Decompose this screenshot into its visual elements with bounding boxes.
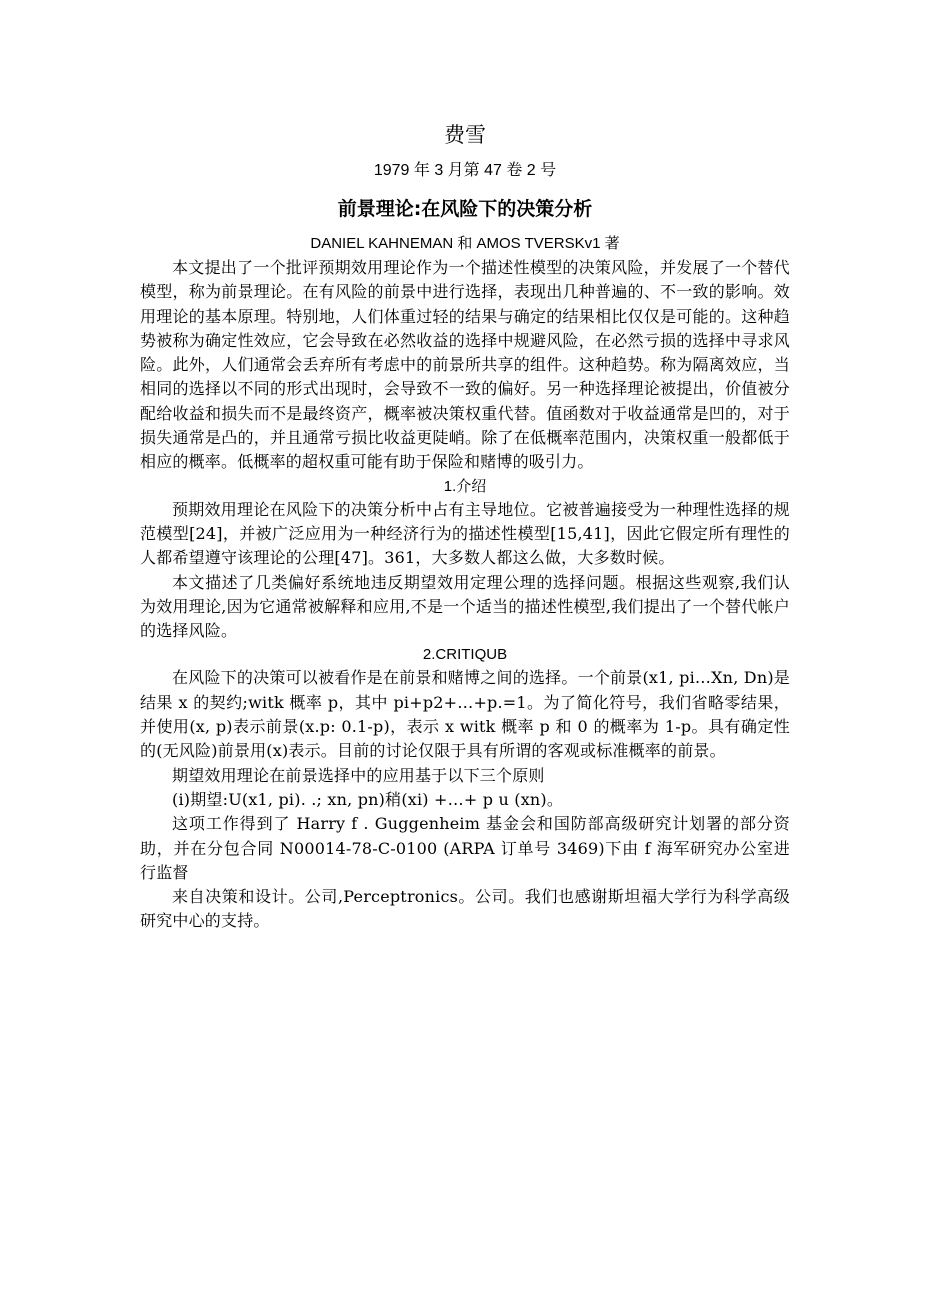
critique-paragraph-1: 在风险下的决策可以被看作是在前景和赌博之间的选择。一个前景(x1, pi…Xn, Dn)是结果 x 的契约;witk 概率 p，其中 pi+p2+…+p.=1。为了简化符号，我们省略零结果，并使用(x, p)表示前景(x.p: 0.1-p)，表示 x witk 概率 p 和 0 的概率为 1-p。具有确定性的(无风险)前景用(x)表示。目前的讨论仅限于具有所谓的客观或标准概率的前景。 xyxy=(140,668,790,761)
journal-name: 费雪 xyxy=(444,123,486,147)
intro-paragraph-1: 预期效用理论在风险下的决策分析中占有主导地位。它被普遍接受为一种理性选择的规范模型[24]，并被广泛应用为一种经济行为的描述性模型[15,41]，因此它假定所有理性的人都希望遵守该理论的公理[47]。361，大多数人都这么做，大多数时候。 xyxy=(140,499,790,568)
funding-note: 这项工作得到了 Harry f . Guggenheim 基金会和国防部高级研究计划署的部分资助，并在分包合同 N00014-78-C-0100 (ARPA 订单号 3469)下由 f 海军研究办公室进行监督 xyxy=(140,814,790,882)
author-line: DANIEL KAHNEMAN 和 AMOS TVERSKv1 著 xyxy=(310,235,620,252)
document-page xyxy=(140,120,790,934)
issue-line: 1979 年 3 月第 47 卷 2 号 xyxy=(373,162,557,179)
intro-paragraph-2: 本文描述了几类偏好系统地违反期望效用定理公理的选择问题。根据这些观察,我们认为效用理论,因为它通常被解释和应用,不是一个适当的描述性模型,我们提出了一个替代帐户的选择风险。 xyxy=(140,572,790,641)
critique-paragraph-2: 期望效用理论在前景选择中的应用基于以下三个原则 xyxy=(172,765,545,785)
acknowledgement-note: 来自决策和设计。公司,Perceptronics。公司。我们也感谢斯坦福大学行为科学高级研究中心的支持。 xyxy=(140,887,790,931)
abstract-paragraph: 本文提出了一个批评预期效用理论作为一个描述性模型的决策风险，并发展了一个替代模型，称为前景理论。在有风险的前景中进行选择，表现出几种普遍的、不一致的影响。效用理论的基本原理。特别地，人们体重过轻的结果与确定的结果相比仅仅是可能的。这种趋势被称为确定性效应，它会导致在必然收益的选择中规避风险，在必然亏损的选择中寻求风险。此外，人们通常会丢弃所有考虑中的前景所共享的组件。这种趋势。称为隔离效应，当相同的选择以不同的形式出现时，会导致不一致的偏好。另一种选择理论被提出，价值被分配给收益和损失而不是最终资产，概率被决策权重代替。值函数对于收益通常是凹的，对于损失通常是凸的，并且通常亏损比收益更陡峭。除了在低概率范围内，决策权重一般都低于相应的概率。低概率的超权重可能有助于保险和赌博的吸引力。 xyxy=(140,258,790,472)
section-heading-introduction: 1.介绍 xyxy=(443,477,487,495)
section-heading-critique: 2.CRITIQUB xyxy=(422,646,508,664)
paper-title: 前景理论:在风险下的决策分析 xyxy=(337,198,593,220)
expectation-formula: (i)期望:U(x1, pi). .; xn, pn)稍(xi) +…+ p u (xn)。 xyxy=(172,789,564,809)
